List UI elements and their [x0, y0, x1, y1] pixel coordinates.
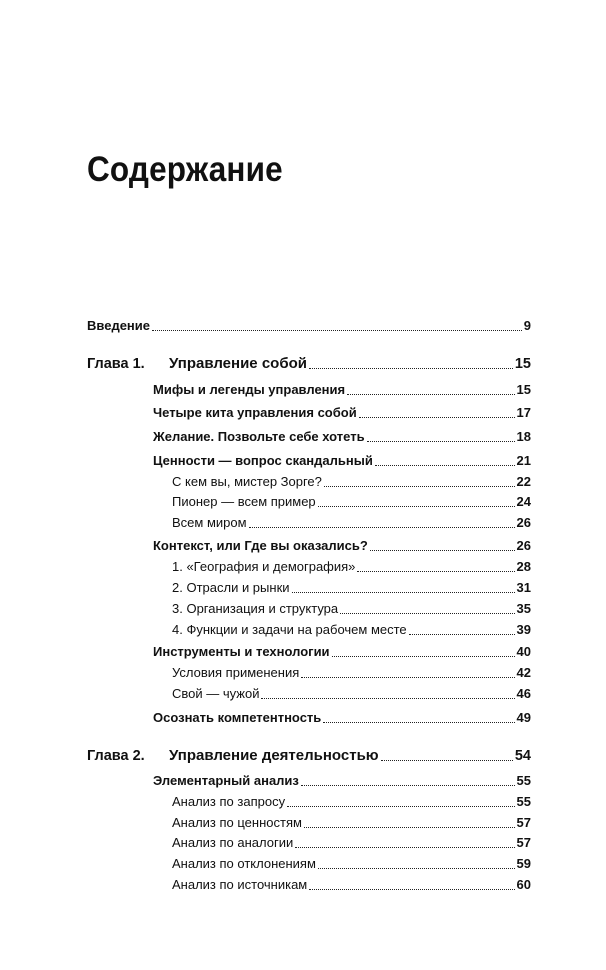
toc-chapter-1	[87, 356, 531, 372]
toc-entry-label: Элементарный анализ	[153, 773, 299, 788]
toc-section	[153, 710, 531, 726]
toc-subsection	[172, 622, 531, 638]
toc-section	[153, 429, 531, 445]
leader-dots	[318, 868, 515, 869]
leader-dots	[295, 847, 514, 848]
toc-entry-page: 35	[516, 601, 531, 616]
toc-entry-page: 49	[516, 710, 531, 725]
page-title: Содержание	[87, 150, 283, 189]
leader-dots	[309, 889, 514, 890]
toc-section	[153, 773, 531, 789]
toc-entry-page: 59	[516, 856, 531, 871]
toc-entry-label: С кем вы, мистер Зорге?	[172, 474, 322, 489]
toc-subsection	[172, 494, 531, 510]
toc-entry-label: Анализ по отклонениям	[172, 856, 316, 871]
leader-dots	[301, 785, 515, 786]
toc-subsection	[172, 835, 531, 851]
leader-dots	[367, 441, 515, 442]
toc-entry-page: 40	[516, 644, 531, 659]
toc-entry-label: Пионер — всем пример	[172, 494, 316, 509]
toc-subsection	[172, 515, 531, 531]
toc-entry-intro	[87, 318, 531, 334]
toc-entry-label: Свой — чужой	[172, 686, 260, 701]
leader-dots	[249, 527, 515, 528]
toc-entry-label: Анализ по запросу	[172, 794, 286, 809]
leader-dots	[323, 722, 514, 723]
toc-entry-page: 31	[516, 580, 531, 595]
toc-entry-page: 57	[516, 815, 531, 830]
toc-subsection	[172, 794, 531, 810]
toc-section	[153, 453, 531, 469]
leader-dots	[261, 698, 514, 699]
leader-dots	[409, 634, 515, 635]
toc-entry-page: 39	[516, 622, 531, 637]
leader-dots	[292, 592, 515, 593]
toc-entry-page: 17	[516, 405, 531, 420]
toc-subsection	[172, 877, 531, 893]
toc-entry-page: 15	[514, 356, 531, 372]
toc-subsection	[172, 815, 531, 831]
toc-entry-label: Осознать компетентность	[153, 710, 322, 725]
toc-entry-page: 18	[516, 429, 531, 444]
chapter-number: Глава 2.	[87, 748, 145, 764]
toc-entry-page: 26	[516, 538, 531, 553]
toc-entry-page: 60	[516, 877, 531, 892]
leader-dots	[347, 394, 514, 395]
toc-entry-label: Анализ по ценностям	[172, 815, 302, 830]
chapter-title: Управление собой	[169, 355, 307, 372]
toc-subsection	[172, 580, 531, 596]
toc-section	[153, 538, 531, 554]
leader-dots	[301, 677, 514, 678]
toc-entry-page: 57	[516, 835, 531, 850]
toc-entry-label: 3. Организация и структура	[172, 601, 339, 616]
toc-entry-page: 9	[523, 318, 531, 333]
toc-entry-label: Мифы и легенды управления	[153, 382, 346, 397]
leader-dots	[152, 330, 522, 331]
toc-entry-page: 55	[516, 773, 531, 788]
leader-dots	[370, 550, 515, 551]
toc-entry-page: 28	[516, 559, 531, 574]
toc-entry-page: 42	[516, 665, 531, 680]
toc-entry-label: Контекст, или Где вы оказались?	[153, 538, 368, 553]
toc-subsection	[172, 856, 531, 872]
toc-entry-label: Анализ по источникам	[172, 877, 308, 892]
toc-entry-label: Введение	[87, 318, 150, 333]
toc-entry-label: Инструменты и технологии	[153, 644, 330, 659]
toc-entry-page: 21	[516, 453, 531, 468]
toc-entry-page: 54	[514, 748, 531, 764]
toc-entry-label: 4. Функции и задачи на рабочем месте	[172, 622, 407, 637]
leader-dots	[324, 486, 515, 487]
leader-dots	[340, 613, 514, 614]
toc-entry-label: Всем миром	[172, 515, 247, 530]
toc-entry-page: 15	[516, 382, 531, 397]
toc-section	[153, 644, 531, 660]
toc-entry-page: 46	[516, 686, 531, 701]
toc-entry-label: Желание. Позвольте себе хотеть	[153, 429, 365, 444]
toc-subsection	[172, 686, 531, 702]
leader-dots	[381, 760, 513, 761]
leader-dots	[359, 417, 515, 418]
toc-section	[153, 382, 531, 398]
leader-dots	[287, 806, 514, 807]
toc-entry-label: Четыре кита управления собой	[153, 405, 357, 420]
toc-entry-label: Условия применения	[172, 665, 300, 680]
toc-chapter-2	[87, 748, 531, 764]
toc-entry-page: 24	[516, 494, 531, 509]
leader-dots	[375, 465, 515, 466]
toc-subsection	[172, 665, 531, 681]
toc-section	[153, 405, 531, 421]
toc-subsection	[172, 601, 531, 617]
toc-entry-label: 1. «География и демография»	[172, 559, 356, 574]
leader-dots	[357, 571, 514, 572]
leader-dots	[332, 656, 515, 657]
toc-entry-page: 26	[516, 515, 531, 530]
toc-subsection	[172, 559, 531, 575]
leader-dots	[309, 368, 513, 369]
chapter-number: Глава 1.	[87, 356, 145, 372]
leader-dots	[304, 827, 515, 828]
toc-entry-page: 22	[516, 474, 531, 489]
leader-dots	[318, 506, 515, 507]
toc-entry-label: Анализ по аналогии	[172, 835, 294, 850]
toc-entry-label: 2. Отрасли и рынки	[172, 580, 290, 595]
toc-subsection	[172, 474, 531, 490]
toc-entry-page: 55	[516, 794, 531, 809]
chapter-title: Управление деятельностью	[169, 747, 379, 764]
toc-entry-label: Ценности — вопрос скандальный	[153, 453, 373, 468]
